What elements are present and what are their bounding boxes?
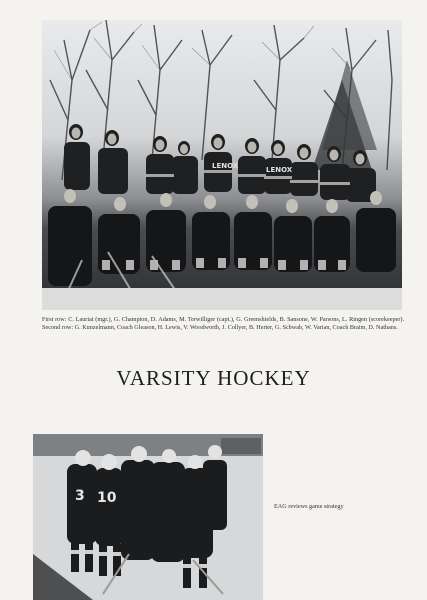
- jersey-lettering: LENOX: [266, 166, 293, 174]
- page-title: VARSITY HOCKEY: [116, 366, 311, 390]
- team-photo-illustration: [42, 20, 402, 310]
- team-photo-caption: First row: C. Lauriat (mgr.), G. Champion, D. Adams, M. Terwilliger (capt.), G. Greenshields, B. Sansone, W. Parsons, L. Ringen (scorekeeper). Second row: G. Kunzelmann, Coach Gleason, H. Lewis, V. Woodworth, J. Collyer, B. Herter, G. Schwab, W. Varian, Coach Braim, D. Nathans.: [42, 316, 404, 332]
- jersey-number: 3: [75, 488, 85, 504]
- jersey-number: 10: [97, 490, 117, 506]
- strategy-photo: [33, 434, 263, 600]
- strategy-photo-illustration: [33, 434, 263, 600]
- team-photo: [42, 20, 402, 310]
- jersey-lettering: LENOX: [212, 162, 239, 170]
- strategy-photo-caption: EAG reviews game strategy: [274, 503, 344, 510]
